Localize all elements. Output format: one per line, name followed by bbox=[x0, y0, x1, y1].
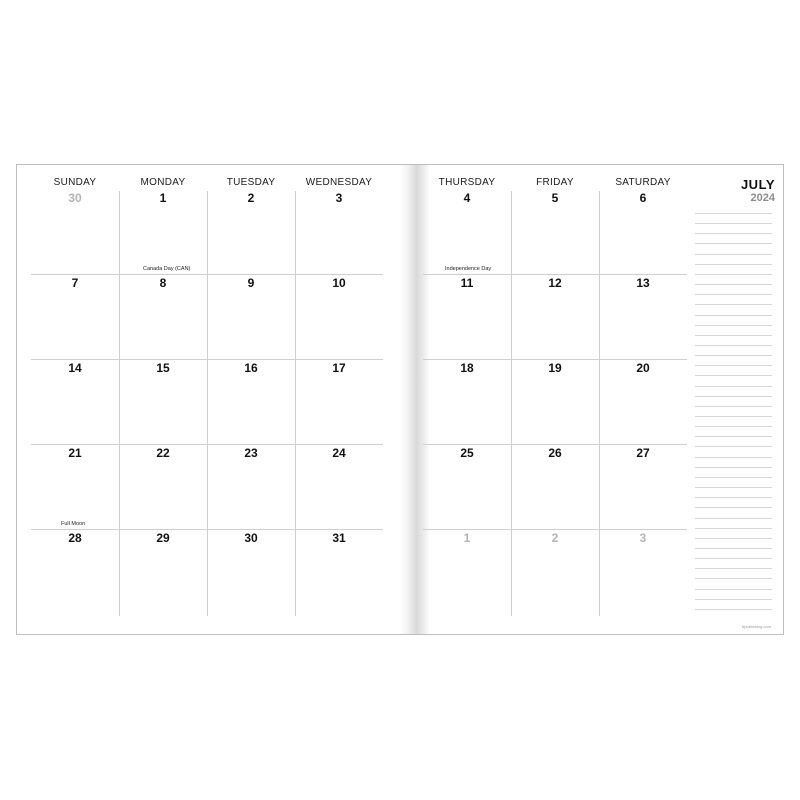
column-divider bbox=[295, 191, 296, 616]
note-line bbox=[695, 396, 772, 397]
weekday-label: FRIDAY bbox=[536, 177, 574, 188]
note-line bbox=[695, 345, 772, 346]
day-number: 2 bbox=[247, 191, 255, 205]
column-divider bbox=[599, 191, 600, 616]
day-number: 9 bbox=[247, 276, 255, 290]
calendar-grid-left bbox=[31, 177, 381, 616]
note-line bbox=[695, 274, 772, 275]
note-line bbox=[695, 416, 772, 417]
day-number: 16 bbox=[244, 361, 258, 375]
note-line bbox=[695, 568, 772, 569]
weekday-label: SATURDAY bbox=[615, 177, 671, 188]
day-number: 30 bbox=[244, 531, 258, 545]
note-line bbox=[695, 578, 772, 579]
row-divider bbox=[423, 444, 687, 445]
day-number: 23 bbox=[244, 446, 258, 460]
note-line bbox=[695, 497, 772, 498]
calendar-grid-right bbox=[423, 177, 687, 616]
weekday-header-left bbox=[31, 177, 381, 191]
month-title: JULY bbox=[740, 177, 775, 192]
note-line bbox=[695, 507, 772, 508]
note-line bbox=[695, 213, 772, 214]
column-divider bbox=[511, 191, 512, 616]
day-number: 1 bbox=[159, 191, 167, 205]
note-line bbox=[695, 558, 772, 559]
note-line bbox=[695, 467, 772, 468]
note-line bbox=[695, 335, 772, 336]
note-line bbox=[695, 446, 772, 447]
day-number: 2 bbox=[551, 531, 559, 545]
day-number: 29 bbox=[156, 531, 170, 545]
day-number: 13 bbox=[636, 276, 650, 290]
note-line bbox=[695, 609, 772, 610]
day-number: 4 bbox=[463, 191, 471, 205]
note-line bbox=[695, 457, 772, 458]
note-line bbox=[695, 528, 772, 529]
day-number: 31 bbox=[332, 531, 346, 545]
day-number: 8 bbox=[159, 276, 167, 290]
note-line bbox=[695, 487, 772, 488]
planner-spread bbox=[16, 164, 784, 635]
holiday-label: Canada Day (CAN) bbox=[143, 266, 191, 272]
note-line bbox=[695, 365, 772, 366]
day-number: 17 bbox=[332, 361, 346, 375]
column-divider bbox=[207, 191, 208, 616]
day-number: 15 bbox=[156, 361, 170, 375]
day-number: 3 bbox=[639, 531, 647, 545]
note-line bbox=[695, 538, 772, 539]
day-number: 5 bbox=[551, 191, 559, 205]
note-line bbox=[695, 548, 772, 549]
weekday-label: SUNDAY bbox=[53, 177, 97, 188]
note-line bbox=[695, 233, 772, 234]
note-line bbox=[695, 264, 772, 265]
weekday-header-right bbox=[423, 177, 687, 191]
weekday-label: MONDAY bbox=[140, 177, 186, 188]
day-number: 20 bbox=[636, 361, 650, 375]
day-number: 18 bbox=[460, 361, 474, 375]
note-line bbox=[695, 386, 772, 387]
day-number: 21 bbox=[68, 446, 82, 460]
note-line bbox=[695, 426, 772, 427]
holiday-label: Independence Day bbox=[445, 266, 492, 272]
row-divider bbox=[31, 529, 383, 530]
day-number: 12 bbox=[548, 276, 562, 290]
day-number: 19 bbox=[548, 361, 562, 375]
day-number: 6 bbox=[639, 191, 647, 205]
day-number: 22 bbox=[156, 446, 170, 460]
note-line bbox=[695, 518, 772, 519]
note-line bbox=[695, 294, 772, 295]
day-number: 7 bbox=[71, 276, 79, 290]
note-line bbox=[695, 436, 772, 437]
day-number: 27 bbox=[636, 446, 650, 460]
note-line bbox=[695, 325, 772, 326]
notes-lines bbox=[695, 213, 772, 619]
day-number: 11 bbox=[460, 276, 474, 290]
note-line bbox=[695, 284, 772, 285]
day-number: 24 bbox=[332, 446, 346, 460]
row-divider bbox=[31, 444, 383, 445]
day-number: 25 bbox=[460, 446, 474, 460]
day-number: 3 bbox=[335, 191, 343, 205]
note-line bbox=[695, 355, 772, 356]
note-line bbox=[695, 406, 772, 407]
column-divider bbox=[119, 191, 120, 616]
left-page bbox=[31, 165, 381, 634]
day-number: 26 bbox=[548, 446, 562, 460]
year-title: 2024 bbox=[750, 192, 775, 204]
weekday-label: WEDNESDAY bbox=[305, 177, 373, 188]
day-number: 30 bbox=[68, 191, 82, 205]
note-line bbox=[695, 223, 772, 224]
day-number: 28 bbox=[68, 531, 82, 545]
weekday-label: TUESDAY bbox=[226, 177, 276, 188]
note-line bbox=[695, 375, 772, 376]
note-line bbox=[695, 254, 772, 255]
row-divider bbox=[31, 359, 383, 360]
note-line bbox=[695, 243, 772, 244]
row-divider bbox=[423, 529, 687, 530]
footer-url: tfpublishing.com bbox=[742, 624, 771, 629]
row-divider bbox=[423, 274, 687, 275]
day-number: 1 bbox=[463, 531, 471, 545]
note-line bbox=[695, 599, 772, 600]
row-divider bbox=[423, 359, 687, 360]
weekday-label: THURSDAY bbox=[438, 177, 496, 188]
holiday-label: Full Moon bbox=[61, 521, 86, 527]
note-line bbox=[695, 589, 772, 590]
day-number: 10 bbox=[332, 276, 346, 290]
day-number: 14 bbox=[68, 361, 82, 375]
right-page bbox=[423, 165, 687, 634]
row-divider bbox=[31, 274, 383, 275]
note-line bbox=[695, 304, 772, 305]
note-line bbox=[695, 315, 772, 316]
note-line bbox=[695, 477, 772, 478]
